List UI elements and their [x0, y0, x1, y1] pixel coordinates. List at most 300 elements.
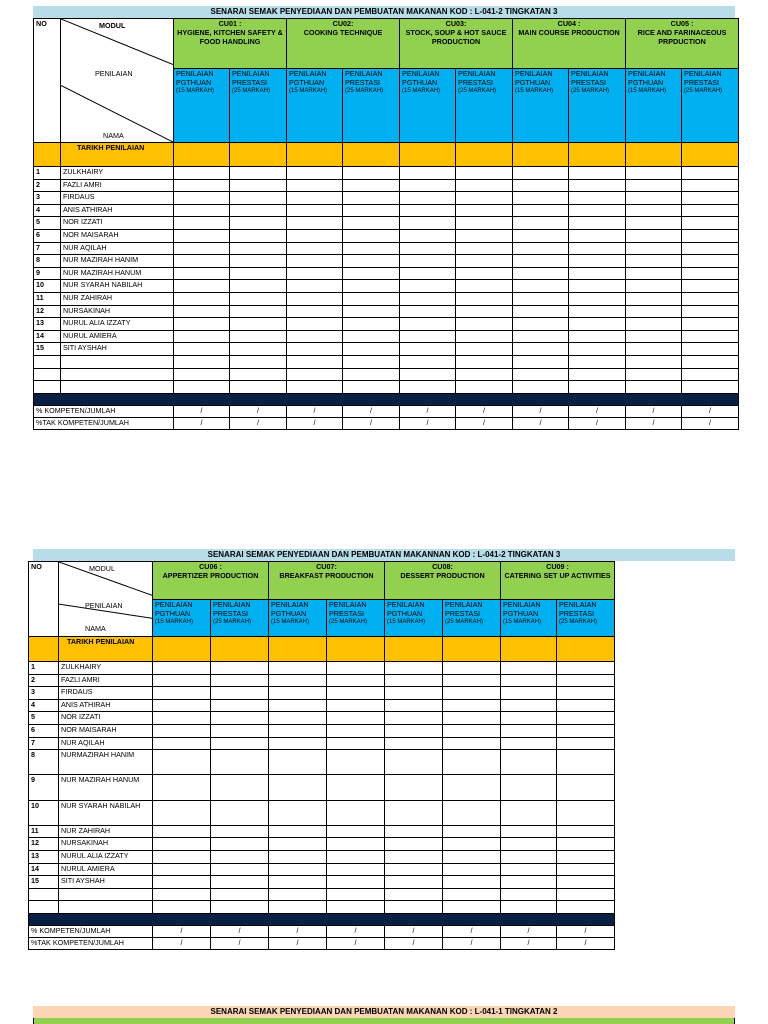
- score-cell[interactable]: [626, 267, 682, 280]
- score-cell[interactable]: [343, 167, 400, 180]
- score-cell[interactable]: [287, 267, 343, 280]
- score-cell[interactable]: [443, 687, 501, 700]
- score-cell[interactable]: [557, 901, 615, 914]
- score-cell[interactable]: [230, 318, 287, 331]
- score-cell[interactable]: [287, 179, 343, 192]
- score-cell[interactable]: [269, 888, 327, 901]
- score-cell[interactable]: [400, 267, 456, 280]
- score-cell[interactable]: [569, 318, 626, 331]
- score-cell[interactable]: [456, 255, 513, 268]
- score-cell[interactable]: [343, 242, 400, 255]
- score-cell[interactable]: [343, 255, 400, 268]
- score-cell[interactable]: [626, 305, 682, 318]
- score-cell[interactable]: [443, 662, 501, 675]
- score-cell[interactable]: [443, 750, 501, 775]
- score-cell[interactable]: [230, 280, 287, 293]
- score-cell[interactable]: [211, 674, 269, 687]
- score-cell[interactable]: [269, 750, 327, 775]
- score-cell[interactable]: [153, 674, 211, 687]
- score-cell[interactable]: [174, 192, 230, 205]
- score-cell[interactable]: [443, 876, 501, 889]
- score-cell[interactable]: [385, 750, 443, 775]
- score-cell[interactable]: [682, 204, 739, 217]
- score-cell[interactable]: [456, 318, 513, 331]
- score-cell[interactable]: [174, 355, 230, 368]
- score-cell[interactable]: [456, 179, 513, 192]
- score-cell[interactable]: [626, 355, 682, 368]
- score-cell[interactable]: [557, 662, 615, 675]
- score-cell[interactable]: [557, 825, 615, 838]
- score-cell[interactable]: [230, 343, 287, 356]
- score-cell[interactable]: [343, 343, 400, 356]
- score-cell[interactable]: [343, 217, 400, 230]
- score-cell[interactable]: [211, 737, 269, 750]
- score-cell[interactable]: [400, 217, 456, 230]
- score-cell[interactable]: [385, 724, 443, 737]
- score-cell[interactable]: [343, 305, 400, 318]
- score-cell[interactable]: [153, 699, 211, 712]
- score-cell[interactable]: [343, 368, 400, 381]
- score-cell[interactable]: [327, 724, 385, 737]
- score-cell[interactable]: [230, 255, 287, 268]
- score-cell[interactable]: [626, 192, 682, 205]
- score-cell[interactable]: [385, 800, 443, 825]
- score-cell[interactable]: [327, 687, 385, 700]
- score-cell[interactable]: [400, 292, 456, 305]
- score-cell[interactable]: [230, 330, 287, 343]
- score-cell[interactable]: [569, 355, 626, 368]
- score-cell[interactable]: [513, 229, 569, 242]
- score-cell[interactable]: [327, 775, 385, 800]
- score-cell[interactable]: [327, 901, 385, 914]
- score-cell[interactable]: [682, 318, 739, 331]
- score-cell[interactable]: [153, 750, 211, 775]
- score-cell[interactable]: [569, 229, 626, 242]
- score-cell[interactable]: [682, 292, 739, 305]
- score-cell[interactable]: [456, 192, 513, 205]
- score-cell[interactable]: [343, 204, 400, 217]
- score-cell[interactable]: [501, 724, 557, 737]
- score-cell[interactable]: [269, 687, 327, 700]
- score-cell[interactable]: [327, 850, 385, 863]
- score-cell[interactable]: [501, 750, 557, 775]
- score-cell[interactable]: [513, 242, 569, 255]
- score-cell[interactable]: [211, 888, 269, 901]
- score-cell[interactable]: [400, 242, 456, 255]
- score-cell[interactable]: [626, 318, 682, 331]
- score-cell[interactable]: [343, 192, 400, 205]
- score-cell[interactable]: [456, 368, 513, 381]
- score-cell[interactable]: [626, 343, 682, 356]
- score-cell[interactable]: [456, 330, 513, 343]
- score-cell[interactable]: [287, 217, 343, 230]
- score-cell[interactable]: [287, 229, 343, 242]
- score-cell[interactable]: [269, 712, 327, 725]
- score-cell[interactable]: [327, 800, 385, 825]
- score-cell[interactable]: [153, 800, 211, 825]
- score-cell[interactable]: [343, 318, 400, 331]
- score-cell[interactable]: [230, 204, 287, 217]
- score-cell[interactable]: [513, 355, 569, 368]
- score-cell[interactable]: [400, 179, 456, 192]
- score-cell[interactable]: [443, 863, 501, 876]
- score-cell[interactable]: [682, 179, 739, 192]
- score-cell[interactable]: [569, 381, 626, 394]
- score-cell[interactable]: [569, 217, 626, 230]
- score-cell[interactable]: [230, 192, 287, 205]
- score-cell[interactable]: [211, 901, 269, 914]
- score-cell[interactable]: [400, 255, 456, 268]
- score-cell[interactable]: [456, 355, 513, 368]
- score-cell[interactable]: [443, 838, 501, 851]
- score-cell[interactable]: [626, 217, 682, 230]
- score-cell[interactable]: [456, 229, 513, 242]
- score-cell[interactable]: [569, 343, 626, 356]
- score-cell[interactable]: [501, 876, 557, 889]
- score-cell[interactable]: [513, 192, 569, 205]
- score-cell[interactable]: [569, 255, 626, 268]
- score-cell[interactable]: [557, 724, 615, 737]
- score-cell[interactable]: [174, 305, 230, 318]
- score-cell[interactable]: [569, 280, 626, 293]
- score-cell[interactable]: [682, 267, 739, 280]
- score-cell[interactable]: [230, 381, 287, 394]
- score-cell[interactable]: [682, 255, 739, 268]
- score-cell[interactable]: [682, 167, 739, 180]
- score-cell[interactable]: [513, 330, 569, 343]
- score-cell[interactable]: [327, 863, 385, 876]
- score-cell[interactable]: [501, 712, 557, 725]
- score-cell[interactable]: [501, 901, 557, 914]
- score-cell[interactable]: [327, 888, 385, 901]
- score-cell[interactable]: [443, 901, 501, 914]
- score-cell[interactable]: [513, 280, 569, 293]
- score-cell[interactable]: [327, 712, 385, 725]
- score-cell[interactable]: [153, 863, 211, 876]
- score-cell[interactable]: [287, 305, 343, 318]
- score-cell[interactable]: [456, 217, 513, 230]
- score-cell[interactable]: [269, 699, 327, 712]
- score-cell[interactable]: [443, 775, 501, 800]
- score-cell[interactable]: [287, 280, 343, 293]
- score-cell[interactable]: [153, 737, 211, 750]
- score-cell[interactable]: [443, 674, 501, 687]
- score-cell[interactable]: [513, 267, 569, 280]
- score-cell[interactable]: [400, 381, 456, 394]
- score-cell[interactable]: [682, 330, 739, 343]
- score-cell[interactable]: [513, 381, 569, 394]
- score-cell[interactable]: [682, 355, 739, 368]
- score-cell[interactable]: [443, 850, 501, 863]
- score-cell[interactable]: [153, 662, 211, 675]
- score-cell[interactable]: [569, 204, 626, 217]
- score-cell[interactable]: [269, 863, 327, 876]
- score-cell[interactable]: [501, 687, 557, 700]
- score-cell[interactable]: [153, 825, 211, 838]
- score-cell[interactable]: [211, 850, 269, 863]
- score-cell[interactable]: [682, 192, 739, 205]
- score-cell[interactable]: [501, 838, 557, 851]
- score-cell[interactable]: [626, 292, 682, 305]
- score-cell[interactable]: [443, 699, 501, 712]
- score-cell[interactable]: [400, 167, 456, 180]
- score-cell[interactable]: [230, 229, 287, 242]
- score-cell[interactable]: [153, 888, 211, 901]
- score-cell[interactable]: [211, 662, 269, 675]
- score-cell[interactable]: [557, 850, 615, 863]
- score-cell[interactable]: [626, 242, 682, 255]
- score-cell[interactable]: [385, 712, 443, 725]
- score-cell[interactable]: [230, 179, 287, 192]
- score-cell[interactable]: [211, 863, 269, 876]
- score-cell[interactable]: [153, 876, 211, 889]
- score-cell[interactable]: [287, 204, 343, 217]
- score-cell[interactable]: [557, 863, 615, 876]
- score-cell[interactable]: [682, 242, 739, 255]
- score-cell[interactable]: [385, 737, 443, 750]
- score-cell[interactable]: [501, 662, 557, 675]
- score-cell[interactable]: [569, 292, 626, 305]
- score-cell[interactable]: [327, 838, 385, 851]
- score-cell[interactable]: [174, 204, 230, 217]
- score-cell[interactable]: [174, 368, 230, 381]
- score-cell[interactable]: [211, 724, 269, 737]
- score-cell[interactable]: [557, 888, 615, 901]
- score-cell[interactable]: [269, 850, 327, 863]
- score-cell[interactable]: [153, 687, 211, 700]
- score-cell[interactable]: [443, 712, 501, 725]
- score-cell[interactable]: [456, 267, 513, 280]
- score-cell[interactable]: [230, 267, 287, 280]
- score-cell[interactable]: [557, 674, 615, 687]
- score-cell[interactable]: [211, 775, 269, 800]
- score-cell[interactable]: [456, 242, 513, 255]
- score-cell[interactable]: [400, 318, 456, 331]
- score-cell[interactable]: [682, 217, 739, 230]
- score-cell[interactable]: [153, 775, 211, 800]
- score-cell[interactable]: [153, 850, 211, 863]
- score-cell[interactable]: [343, 280, 400, 293]
- score-cell[interactable]: [513, 318, 569, 331]
- score-cell[interactable]: [557, 838, 615, 851]
- score-cell[interactable]: [327, 876, 385, 889]
- score-cell[interactable]: [385, 901, 443, 914]
- score-cell[interactable]: [443, 724, 501, 737]
- score-cell[interactable]: [385, 825, 443, 838]
- score-cell[interactable]: [327, 750, 385, 775]
- score-cell[interactable]: [174, 318, 230, 331]
- score-cell[interactable]: [211, 699, 269, 712]
- score-cell[interactable]: [557, 876, 615, 889]
- score-cell[interactable]: [513, 217, 569, 230]
- score-cell[interactable]: [557, 737, 615, 750]
- score-cell[interactable]: [682, 305, 739, 318]
- score-cell[interactable]: [153, 712, 211, 725]
- score-cell[interactable]: [400, 368, 456, 381]
- score-cell[interactable]: [343, 355, 400, 368]
- score-cell[interactable]: [385, 838, 443, 851]
- score-cell[interactable]: [626, 204, 682, 217]
- score-cell[interactable]: [569, 242, 626, 255]
- score-cell[interactable]: [230, 305, 287, 318]
- score-cell[interactable]: [385, 863, 443, 876]
- score-cell[interactable]: [269, 662, 327, 675]
- score-cell[interactable]: [327, 737, 385, 750]
- score-cell[interactable]: [682, 229, 739, 242]
- score-cell[interactable]: [385, 662, 443, 675]
- score-cell[interactable]: [327, 662, 385, 675]
- score-cell[interactable]: [626, 229, 682, 242]
- score-cell[interactable]: [174, 179, 230, 192]
- score-cell[interactable]: [513, 343, 569, 356]
- score-cell[interactable]: [230, 167, 287, 180]
- score-cell[interactable]: [557, 775, 615, 800]
- score-cell[interactable]: [557, 750, 615, 775]
- score-cell[interactable]: [501, 699, 557, 712]
- score-cell[interactable]: [456, 292, 513, 305]
- score-cell[interactable]: [287, 255, 343, 268]
- score-cell[interactable]: [569, 305, 626, 318]
- score-cell[interactable]: [174, 229, 230, 242]
- score-cell[interactable]: [385, 674, 443, 687]
- score-cell[interactable]: [174, 242, 230, 255]
- score-cell[interactable]: [269, 901, 327, 914]
- score-cell[interactable]: [327, 674, 385, 687]
- score-cell[interactable]: [327, 825, 385, 838]
- score-cell[interactable]: [626, 381, 682, 394]
- score-cell[interactable]: [343, 381, 400, 394]
- score-cell[interactable]: [211, 800, 269, 825]
- score-cell[interactable]: [626, 255, 682, 268]
- score-cell[interactable]: [501, 825, 557, 838]
- score-cell[interactable]: [557, 712, 615, 725]
- score-cell[interactable]: [385, 687, 443, 700]
- score-cell[interactable]: [230, 217, 287, 230]
- score-cell[interactable]: [443, 888, 501, 901]
- score-cell[interactable]: [287, 381, 343, 394]
- score-cell[interactable]: [501, 888, 557, 901]
- score-cell[interactable]: [174, 343, 230, 356]
- score-cell[interactable]: [501, 850, 557, 863]
- score-cell[interactable]: [501, 674, 557, 687]
- score-cell[interactable]: [174, 255, 230, 268]
- score-cell[interactable]: [569, 192, 626, 205]
- score-cell[interactable]: [230, 368, 287, 381]
- score-cell[interactable]: [569, 368, 626, 381]
- score-cell[interactable]: [400, 330, 456, 343]
- score-cell[interactable]: [443, 737, 501, 750]
- score-cell[interactable]: [557, 699, 615, 712]
- score-cell[interactable]: [385, 775, 443, 800]
- score-cell[interactable]: [211, 687, 269, 700]
- score-cell[interactable]: [211, 876, 269, 889]
- score-cell[interactable]: [385, 876, 443, 889]
- score-cell[interactable]: [211, 712, 269, 725]
- score-cell[interactable]: [174, 267, 230, 280]
- score-cell[interactable]: [211, 838, 269, 851]
- score-cell[interactable]: [626, 280, 682, 293]
- score-cell[interactable]: [269, 876, 327, 889]
- score-cell[interactable]: [287, 292, 343, 305]
- score-cell[interactable]: [569, 179, 626, 192]
- score-cell[interactable]: [174, 292, 230, 305]
- score-cell[interactable]: [269, 825, 327, 838]
- score-cell[interactable]: [343, 267, 400, 280]
- score-cell[interactable]: [443, 800, 501, 825]
- score-cell[interactable]: [569, 167, 626, 180]
- score-cell[interactable]: [174, 280, 230, 293]
- score-cell[interactable]: [230, 292, 287, 305]
- score-cell[interactable]: [287, 368, 343, 381]
- score-cell[interactable]: [343, 292, 400, 305]
- score-cell[interactable]: [287, 330, 343, 343]
- score-cell[interactable]: [513, 179, 569, 192]
- score-cell[interactable]: [569, 330, 626, 343]
- score-cell[interactable]: [343, 179, 400, 192]
- score-cell[interactable]: [385, 699, 443, 712]
- score-cell[interactable]: [269, 838, 327, 851]
- score-cell[interactable]: [153, 901, 211, 914]
- score-cell[interactable]: [269, 724, 327, 737]
- score-cell[interactable]: [513, 305, 569, 318]
- score-cell[interactable]: [230, 355, 287, 368]
- score-cell[interactable]: [287, 167, 343, 180]
- score-cell[interactable]: [682, 343, 739, 356]
- score-cell[interactable]: [501, 800, 557, 825]
- score-cell[interactable]: [287, 192, 343, 205]
- score-cell[interactable]: [682, 368, 739, 381]
- score-cell[interactable]: [174, 167, 230, 180]
- score-cell[interactable]: [269, 674, 327, 687]
- score-cell[interactable]: [287, 355, 343, 368]
- score-cell[interactable]: [269, 800, 327, 825]
- score-cell[interactable]: [626, 167, 682, 180]
- score-cell[interactable]: [174, 217, 230, 230]
- score-cell[interactable]: [211, 825, 269, 838]
- score-cell[interactable]: [456, 280, 513, 293]
- score-cell[interactable]: [385, 850, 443, 863]
- score-cell[interactable]: [456, 204, 513, 217]
- score-cell[interactable]: [287, 318, 343, 331]
- score-cell[interactable]: [174, 381, 230, 394]
- score-cell[interactable]: [626, 179, 682, 192]
- score-cell[interactable]: [456, 343, 513, 356]
- score-cell[interactable]: [626, 368, 682, 381]
- score-cell[interactable]: [400, 229, 456, 242]
- score-cell[interactable]: [626, 330, 682, 343]
- score-cell[interactable]: [456, 381, 513, 394]
- score-cell[interactable]: [456, 305, 513, 318]
- score-cell[interactable]: [682, 381, 739, 394]
- score-cell[interactable]: [501, 775, 557, 800]
- score-cell[interactable]: [513, 368, 569, 381]
- score-cell[interactable]: [269, 775, 327, 800]
- score-cell[interactable]: [557, 800, 615, 825]
- score-cell[interactable]: [400, 204, 456, 217]
- score-cell[interactable]: [327, 699, 385, 712]
- score-cell[interactable]: [513, 292, 569, 305]
- score-cell[interactable]: [343, 330, 400, 343]
- score-cell[interactable]: [682, 280, 739, 293]
- score-cell[interactable]: [174, 330, 230, 343]
- score-cell[interactable]: [211, 750, 269, 775]
- score-cell[interactable]: [513, 255, 569, 268]
- score-cell[interactable]: [557, 687, 615, 700]
- score-cell[interactable]: [287, 343, 343, 356]
- score-cell[interactable]: [269, 737, 327, 750]
- score-cell[interactable]: [443, 825, 501, 838]
- score-cell[interactable]: [385, 888, 443, 901]
